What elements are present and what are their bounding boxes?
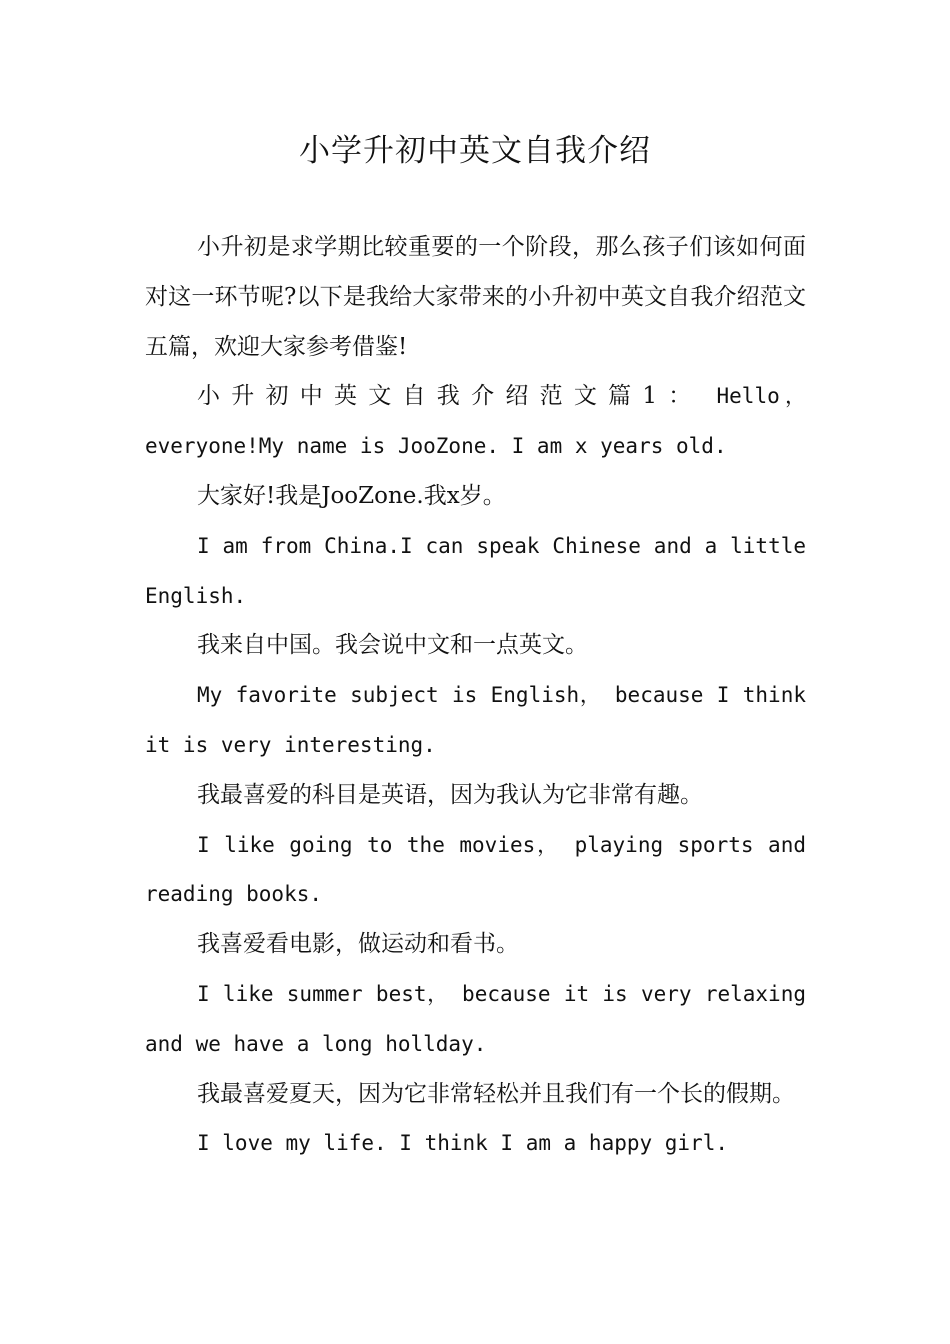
sample-heading-paragraph xyxy=(145,372,806,472)
english-line-5: I like summer best， because it is very relaxing and we have a long hollday. xyxy=(145,981,806,1056)
chinese-line-5: 我最喜爱夏天，因为它非常轻松并且我们有一个长的假期。 xyxy=(197,1080,795,1107)
chinese-line-3: 我最喜爱的科目是英语，因为我认为它非常有趣。 xyxy=(197,781,703,808)
english-line-3: My favorite subject is English， because I think it is very interesting. xyxy=(145,683,806,757)
document-title: 小学升初中英文自我介绍 xyxy=(299,133,651,169)
english-line-6: I love my life. I think I am a happy girl. xyxy=(197,1131,729,1156)
document-body xyxy=(145,223,806,1169)
chinese-line-4: 我喜爱看电影，做运动和看书。 xyxy=(197,931,519,958)
chinese-line-2: 我来自中国。我会说中文和一点英文。 xyxy=(197,632,588,659)
intro-paragraph: 小升初是求学期比较重要的一个阶段，那么孩子们该如何面对这一环节呢?以下是我给大家带来的小升初中英文自我介绍范文五篇，欢迎大家参考借鉴! xyxy=(145,234,806,360)
sample-heading: 小升初中英文自我介绍范文篇1： xyxy=(197,383,703,410)
chinese-line-1: 大家好!我是JooZone.我x岁。 xyxy=(197,482,506,509)
english-line-2: I am from China.I can speak Chinese and a little English. xyxy=(145,533,806,608)
english-line-4: I like going to the movies， playing sports and reading books. xyxy=(145,832,806,907)
english-line-1: Hello，everyone!My name is JooZone. I am x years old. xyxy=(145,384,806,459)
